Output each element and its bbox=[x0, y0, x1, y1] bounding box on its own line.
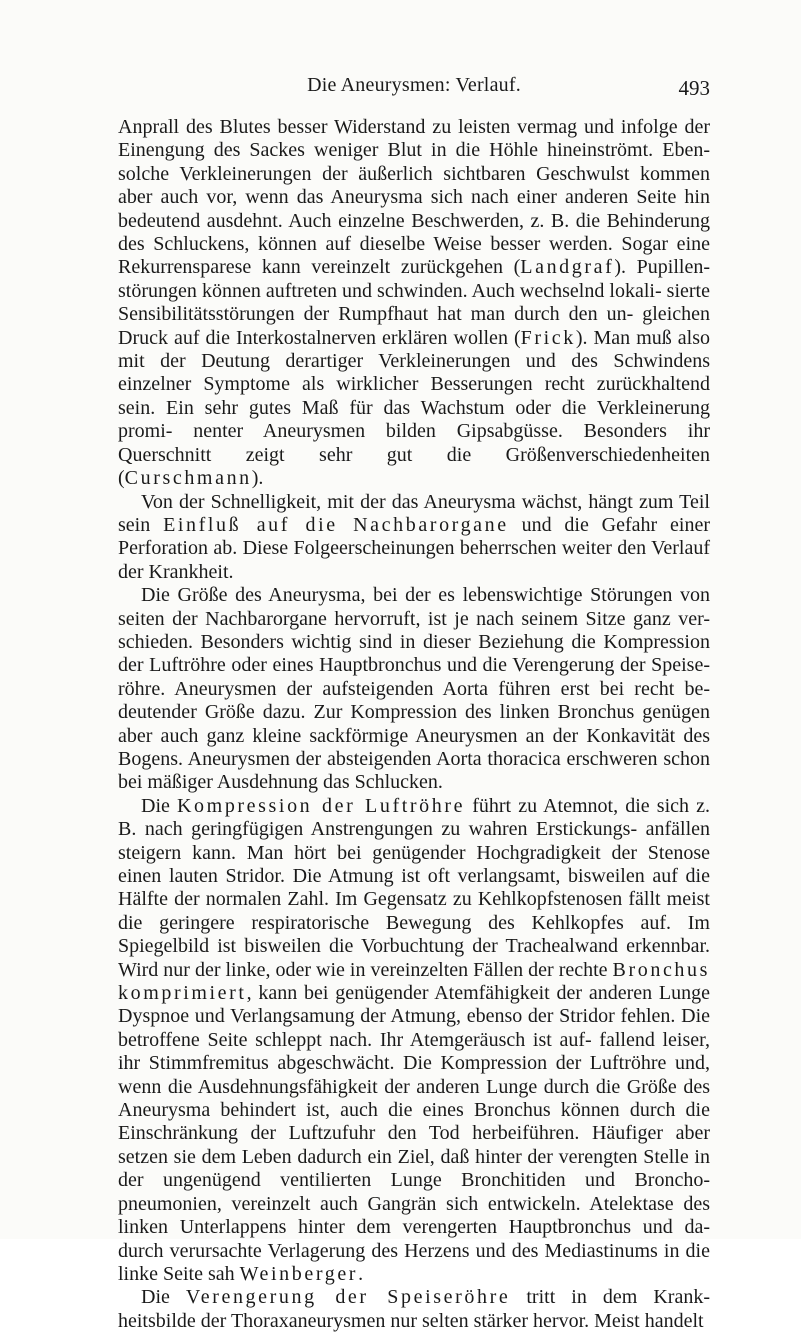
emphasized-term: Bronchus komprimiert bbox=[118, 958, 711, 1005]
emphasized-term: Kompression der Luftröhre bbox=[177, 794, 466, 817]
text-run: ). Pupillen- störungen können auftreten und schwinden. Auch wechselnd lokali- sierte Sensibilitätsstörungen der Rumpfhaut hat man durch den un- gleichen Druck auf die Interkostalnerven erklären wollen ( bbox=[118, 256, 710, 349]
text-run: und die Gefahr einer Perforation ab. Diese Folgeerscheinungen beherrschen weiter den Verlauf der Krankheit. bbox=[118, 513, 711, 583]
paragraph bbox=[118, 1286, 710, 1333]
text-run: . bbox=[358, 1262, 364, 1285]
text-run: Die bbox=[141, 1286, 186, 1309]
author-name: Curschmann bbox=[124, 467, 252, 490]
emphasized-term: Einfluß auf die Nachbarorgane bbox=[163, 513, 509, 536]
text-run: Die Größe des Aneurysma, bei der es lebenswichtige Störungen von seiten der Nachbarorgane hervorruft, ist je nach seinem Sitze ganz ver- schieden. Besonders wichtig sind in dieser Beziehung die Kompression der Luftröhre oder eines Hauptbronchus und die Verengerung der Speise- röhre. Aneurysmen der aufsteigenden Aorta führen erst bei recht be- deutender Größe dazu. Zur Kompression des linken Bronchus genügen aber auch ganz kleine sackförmige Aneurysmen an der Konkavität des Bogens. Aneurysmen der absteigenden Aorta thoracica erschweren schon bei mäßiger Ausdehnung das Schlucken. bbox=[118, 584, 710, 794]
text-run: Anprall des Blutes besser Widerstand zu leisten vermag und infolge der Einengung des Sackes weniger Blut in die Höhle hineinströmt. Eben- solche Verkleinerungen der äußerlich sichtbaren Geschwulst kommen aber auch vor, wenn das Aneurysma sich nach einer anderen Seite hin bedeutend ausdehnt. Auch einzelne Beschwerden, z. B. die Behinderung des Schluckens, können auf dieselbe Weise besser werden. Sogar eine Rekurrensparese kann vereinzelt zurückgehen ( bbox=[118, 116, 710, 279]
author-name: Weinberger bbox=[239, 1262, 359, 1285]
author-name: Frick bbox=[520, 326, 576, 349]
running-head bbox=[118, 74, 710, 102]
body-text bbox=[118, 116, 710, 1333]
paragraph bbox=[118, 584, 710, 795]
author-name: Landgraf bbox=[520, 256, 615, 279]
page-number: 493 bbox=[678, 76, 710, 100]
text-run: Von der Schnelligkeit, mit der das Aneurysma wächst, hängt zum Teil sein bbox=[118, 490, 710, 536]
text-run: Die bbox=[141, 794, 178, 817]
text-run: ). bbox=[251, 467, 264, 490]
paragraph bbox=[118, 116, 710, 491]
text-run: tritt in dem Krank- heitsbilde der Thoraxaneurysmen nur selten stärker hervor. Meist handelt bbox=[118, 1286, 710, 1332]
text-run: , kann bei genügender Atemfähigkeit der anderen Lunge Dyspnoe und Verlangsamung der Atmung, ebenso der Stridor fehlen. Die betroffene Seite schleppt nach. Ihr Atemgeräusch ist auf- fallend leiser, ihr Stimmfremitus abgeschwächt. Die Kompression der Luftröhre und, wenn die Ausdehnungsfähigkeit der anderen Lunge durch die Größe des Aneurysma behindert ist, auch die eines Bronchus können durch die Einschränkung der Luftzufuhr den Tod herbeiführen. Häufiger aber setzen sie dem Leben dadurch ein Ziel, daß hinter der verengten Stelle in der ungenügend ventilierten Lunge Bronchitiden und Broncho- pneumonien, vereinzelt auch Gangrän sich entwickeln. Atelektase des linken Unterlappens hinter dem verengerten Hauptbronchus und da- durch verursachte Verlagerung des Herzens und des Mediastinums in die linke Seite sah bbox=[118, 982, 710, 1285]
text-run: führt zu Atemnot, die sich z. B. nach geringfügigen Anstrengungen zu wahren Erstickungs- anfällen steigern kann. Man hört bei genügender Hochgradigkeit der Stenose einen lauten Stridor. Die Atmung ist oft verlangsamt, bisweilen auf die Hälfte der normalen Zahl. Im Gegensatz zu Kehlkopfstenosen fällt meist die geringere respiratorische Bewegung des Kehlkopfes auf. Im Spiegelbild ist bisweilen die Vorbuchtung der Trachealwand erkennbar. Wird nur der linke, oder wie in vereinzelten Fällen der rechte bbox=[118, 794, 711, 981]
paragraph bbox=[118, 795, 710, 1287]
running-title: Die Aneurysmen: Verlauf. bbox=[307, 74, 521, 96]
text-run: ). Man muß also mit der Deutung derartiger Verkleinerungen und des Schwindens einzelner Symptome als wirklicher Besserungen recht zurückhaltend sein. Ein sehr gutes Maß für das Wachstum oder die Verkleinerung promi- nenter Aneurysmen bilden Gipsabgüsse. Besonders ihr Querschnitt zeigt sehr gut die Größenverschiedenheiten ( bbox=[118, 326, 711, 490]
paragraph bbox=[118, 491, 710, 585]
emphasized-term: Verengerung der Speiseröhre bbox=[185, 1286, 511, 1309]
